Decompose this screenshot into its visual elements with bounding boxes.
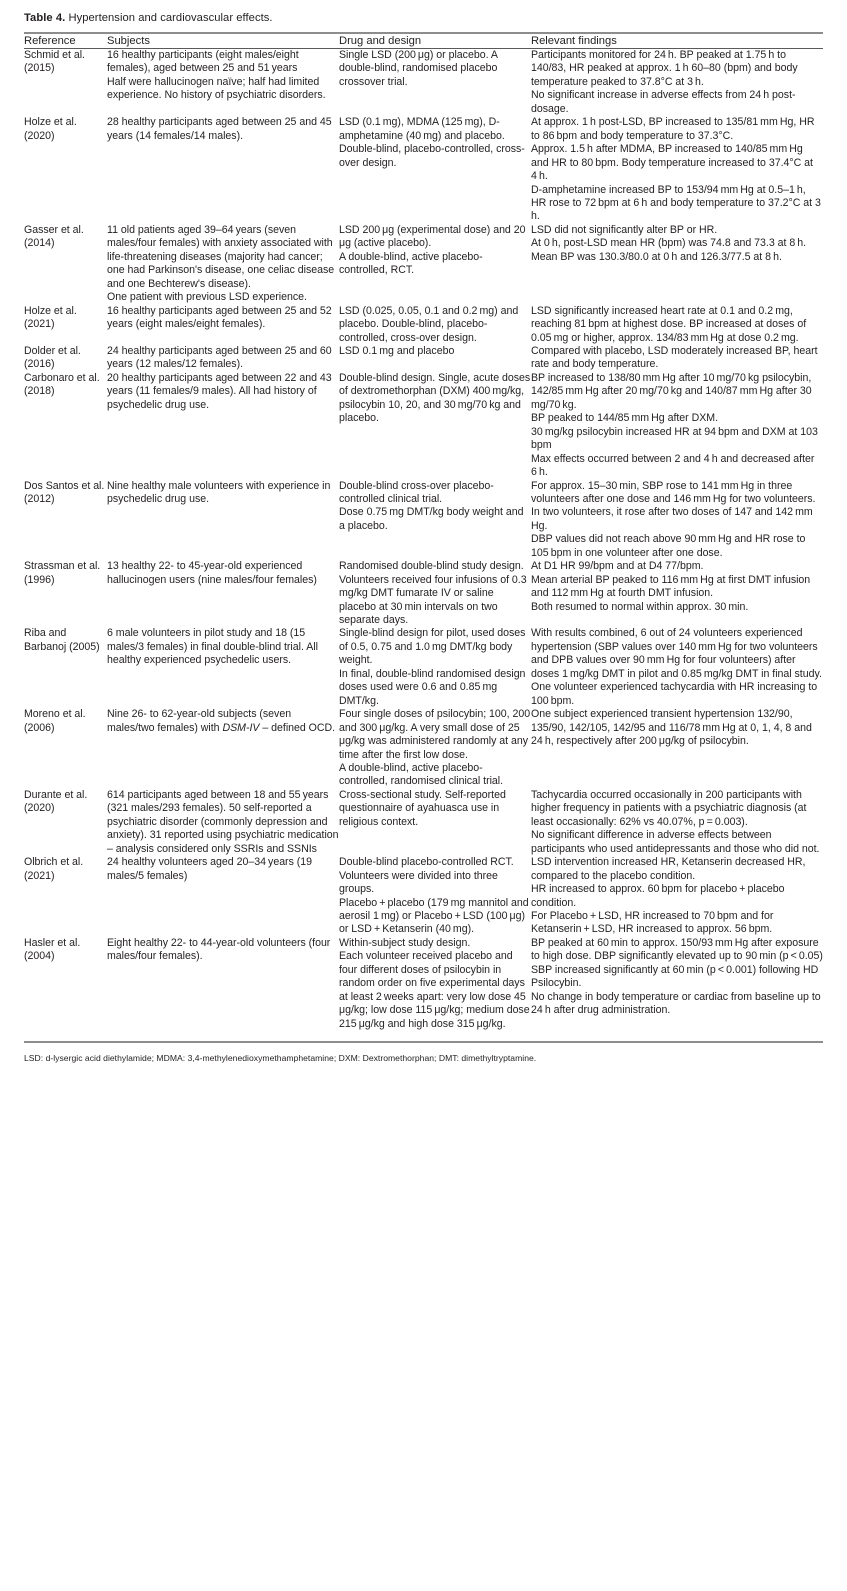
table-row: [24, 116, 823, 224]
cell-drug-and-design: Within-subject study design. Each volunteer received placebo and four different doses of psilocybin in random order on five experimental days at least 2 weeks apart: very low dose 45 μg/kg; low dose 115 μg/kg; medium dose 215 μg/kg and high dose 315 μg/kg.: [339, 936, 530, 1030]
cell-drug-and-design: Double-blind placebo-controlled RCT. Volunteers were divided into three groups. Placebo + placebo (179 mg mannitol and aerosil 1 mg) or Placebo + LSD (100 μg) or LSD + Ketanserin (40 mg).: [339, 856, 529, 936]
cell-relevant-findings: BP increased to 138/80 mm Hg after 10 mg/70 kg psilocybin, 142/85 mm Hg after 20 mg/70 kg and 140/87 mm Hg after 30 mg/70 kg. BP peaked to 144/85 mm Hg after DXM. 30 mg/kg psilocybin increased HR at 94 bpm and DXM at 103 bpm Max effects occurred between 2 and 4 h and decreased after 6 h.: [531, 371, 820, 479]
table-footnote: LSD: d-lysergic acid diethylamide; MDMA: 3,4-methylenedioxymethamphetamine; DXM: Dextromethorphan; DMT: dimethyltryptamine.: [24, 1053, 537, 1064]
cell-reference: Carbonaro et al. (2018): [24, 371, 100, 398]
table-row: [24, 937, 823, 1031]
table-row: [24, 789, 823, 856]
cell-subjects: 20 healthy participants aged between 22 and 43 years (11 females/9 males). All had history of psychedelic drug use.: [107, 371, 334, 411]
table-caption-label: Table 4.: [24, 12, 66, 24]
cell-subjects: 6 male volunteers in pilot study and 18 (15 males/3 females) in final double-blind trial. All healthy experienced psychedelic users.: [107, 627, 318, 667]
cell-drug-and-design: LSD 0.1 mg and placebo: [339, 344, 455, 357]
table-row: [24, 560, 823, 627]
cell-subjects: 28 healthy participants aged between 25 and 45 years (14 females/14 males).: [107, 116, 334, 142]
table-caption: [24, 0, 823, 32]
column-header-relevant-findings: Relevant findings: [531, 35, 617, 47]
cell-subjects: 16 healthy participants (eight males/eight females), aged between 25 and 51 years Half were hallucinogen naïve; half had limited experience. No history of psychiatric disorders.: [107, 49, 326, 102]
cell-relevant-findings: Participants monitored for 24 h. BP peaked at 1.75 h to 140/83, HR peaked at approx. 1 h 60–80 (bpm) and body temperature peaked to 37.8°C at 3 h. No significant increase in adverse effects from 24 h post-dosage.: [531, 49, 798, 115]
cell-drug-and-design: Double-blind cross-over placebo-controlled clinical trial. Dose 0.75 mg DMT/kg body weight and a placebo.: [339, 479, 524, 532]
cell-drug-and-design: Cross-sectional study. Self-reported questionnaire of ayahuasca use in religious context.: [339, 788, 506, 828]
cell-drug-and-design: LSD (0.025, 0.05, 0.1 and 0.2 mg) and placebo. Double-blind, placebo-controlled, cross-over design.: [339, 304, 519, 344]
cell-subjects: 16 healthy participants aged between 25 and 52 years (eight males/eight females).: [107, 304, 334, 331]
cell-reference: Moreno et al. (2006): [24, 708, 86, 734]
cell-drug-and-design: LSD (0.1 mg), MDMA (125 mg), D-amphetamine (40 mg) and placebo. Double-blind, placebo-controlled, cross-over design.: [339, 116, 525, 169]
cell-subjects: 614 participants aged between 18 and 55 years (321 males/293 females). 50 self-reported a psychiatric disorder (commonly depression and anxiety). 31 reported using psychiatric medication – analysis considered only SSRIs and SSNIs: [107, 788, 339, 855]
cell-subjects: 11 old patients aged 39–64 years (seven males/four females) with anxiety associated with life-threatening diseases (majority had cancer; one had Parkinson's disease, one celiac disease and one Bechterew's disease). One patient with previous LSD experience.: [107, 223, 335, 304]
cell-subjects: 24 healthy volunteers aged 20–34 years (19 males/5 females): [107, 856, 313, 882]
cell-subjects: Nine healthy male volunteers with experience in psychedelic drug use.: [107, 479, 331, 505]
cell-relevant-findings: With results combined, 6 out of 24 volunteers experienced hypertension (SBP values over 140 mm Hg for two volunteers and DPB values over 90 mm Hg for four volunteers) after doses 1 mg/kg DMT in pilot and 0.85 mg/kg DMT in final study. One volunteer experienced tachycardia with HR increasing to 100 bpm.: [531, 627, 822, 707]
table-row: [24, 49, 823, 116]
cell-relevant-findings: Tachycardia occurred occasionally in 200 participants with higher frequency in patients with a psychiatric diagnosis (at least occasionally: 62% vs 40.07%, p = 0.003). No significant difference in adverse effects between participants who used antidepressants and those who did not.: [531, 788, 820, 855]
cell-relevant-findings: LSD did not significantly alter BP or HR. At 0 h, post-LSD mean HR (bpm) was 74.8 and 73.3 at 8 h. Mean BP was 130.3/80.0 at 0 h and 126.3/77.5 at 8 h.: [531, 223, 807, 263]
cell-relevant-findings: LSD intervention increased HR, Ketanserin decreased HR, compared to the placebo condition. HR increased to approx. 60 bpm for placebo + placebo condition. For Placebo + LSD, HR increased to 70 bpm and for Ketanserin + LSD, HR increased to approx. 56 bpm.: [531, 856, 806, 936]
cell-drug-and-design: LSD 200 μg (experimental dose) and 20 μg (active placebo). A double-blind, active placebo-controlled, RCT.: [339, 223, 528, 277]
cell-reference: Gasser et al. (2014): [24, 223, 84, 250]
cell-reference: Holze et al. (2020): [24, 116, 77, 142]
table-row: [24, 305, 823, 345]
cell-reference: Holze et al. (2021): [24, 304, 77, 331]
data-table: [24, 34, 823, 48]
cell-reference: Dolder et al. (2016): [24, 344, 81, 371]
table-row: [24, 627, 823, 708]
cell-relevant-findings: For approx. 15–30 min, SBP rose to 141 mm Hg in three volunteers after one dose and 146 mm Hg for two volunteers. In two volunteers, it rose after two doses of 147 and 142 mm Hg. DBP values did not reach above 90 mm Hg and HR rose to 105 bpm in one volunteer after one dose.: [531, 479, 816, 559]
cell-reference: Olbrich et al. (2021): [24, 856, 84, 882]
cell-subjects: Nine 26- to 62-year-old subjects (seven males/two females) with DSM-IV – defined OCD.: [107, 708, 336, 734]
table-caption-text: Hypertension and cardiovascular effects.: [68, 12, 273, 24]
cell-relevant-findings: Compared with placebo, LSD moderately increased BP, heart rate and body temperature.: [531, 344, 818, 371]
emphasis-text: DSM-IV: [222, 721, 260, 734]
cell-relevant-findings: At approx. 1 h post-LSD, BP increased to 135/81 mm Hg, HR to 86 bpm and body temperature to 37.3°C. Approx. 1.5 h after MDMA, BP increased to 140/85 mm Hg and HR to 80 bpm. Body temperature increased to 37.4°C at 4 h. D-amphetamine increased BP to 153/94 mm Hg at 0.5–1 h, HR rose to 72 bpm at 6 h and body temperature to 37.2°C at 3 h.: [531, 116, 823, 223]
column-header-drug-and-design: Drug and design: [339, 35, 422, 47]
table-row: [24, 345, 823, 372]
table-row: [24, 224, 823, 305]
cell-drug-and-design: Single LSD (200 μg) or placebo. A double-blind, randomised placebo crossover trial.: [339, 49, 498, 88]
column-header-reference: Reference: [24, 35, 76, 47]
data-table-body: [24, 49, 823, 1031]
cell-reference: Strassman et al. (1996): [24, 560, 101, 586]
cell-drug-and-design: Randomised double-blind study design. Volunteers received four infusions of 0.3 mg/kg DMT fumarate IV or saline placebo at 30 min intervals on two separate days.: [339, 560, 529, 627]
cell-drug-and-design: Double-blind design. Single, acute doses of dextromethorphan (DXM) 400 mg/kg, psilocybin 10, 20, and 30 mg/70 kg and placebo.: [339, 371, 531, 425]
cell-reference: Hasler et al. (2004): [24, 936, 81, 963]
column-header-subjects: Subjects: [107, 35, 150, 47]
header-row: [24, 34, 823, 48]
table-row: [24, 708, 823, 789]
cell-relevant-findings: One subject experienced transient hypertension 132/90, 135/90, 142/105, 142/95 and 116/78 mm Hg at 0, 1, 4, 8 and 24 h, respectively after 200 μg/kg of psilocybin.: [531, 708, 812, 748]
cell-reference: Durante et al. (2020): [24, 788, 88, 815]
cell-relevant-findings: At D1 HR 99/bpm and at D4 77/bpm. Mean arterial BP peaked to 116 mm Hg at first DMT infusion and 112 mm Hg at fourth DMT infusion. Both resumed to normal within approx. 30 min.: [531, 560, 811, 613]
cell-reference: Dos Santos et al. (2012): [24, 479, 105, 505]
table-body: [24, 49, 823, 1031]
cell-subjects: 24 healthy participants aged between 25 and 60 years (12 males/12 females).: [107, 344, 334, 371]
table-row: [24, 480, 823, 561]
cell-reference: Schmid et al. (2015): [24, 49, 85, 75]
table-header: [24, 34, 823, 48]
cell-drug-and-design: Four single doses of psilocybin; 100, 200 and 300 μg/kg. A very small dose of 25 μg/kg was administered randomly at any time after the first low dose. A double-blind, active placebo-controlled, randomised clinical trial.: [339, 708, 531, 788]
cell-relevant-findings: LSD significantly increased heart rate at 0.1 and 0.2 mg, reaching 81 bpm at highest dose. BP increased at doses of 0.05 mg or higher, approx. 134/83 mm Hg at dose 0.2 mg.: [531, 304, 807, 344]
cell-subjects: 13 healthy 22- to 45-year-old experienced hallucinogen users (nine males/four females): [107, 560, 317, 586]
cell-drug-and-design: Single-blind design for pilot, used doses of 0.5, 0.75 and 1.0 mg DMT/kg body weight. In final, double-blind randomised design doses used were 0.6 and 0.85 mg DMT/kg.: [339, 627, 526, 707]
table-row: [24, 856, 823, 937]
table-container: [24, 34, 823, 48]
cell-subjects: Eight healthy 22- to 44-year-old volunteers (four males/four females).: [107, 936, 331, 963]
cell-relevant-findings: BP peaked at 60 min to approx. 150/93 mm Hg after exposure to high dose. DBP significantly elevated up to 90 min (p < 0.05) SBP increased significantly at 60 min (p < 0.001) following HD Psilocybin. No change in body temperature or cardiac from baseline up to 24 h after drug administration.: [531, 936, 823, 1017]
table-row: [24, 372, 823, 480]
cell-reference: Riba and Barbanoj (2005): [24, 627, 100, 653]
